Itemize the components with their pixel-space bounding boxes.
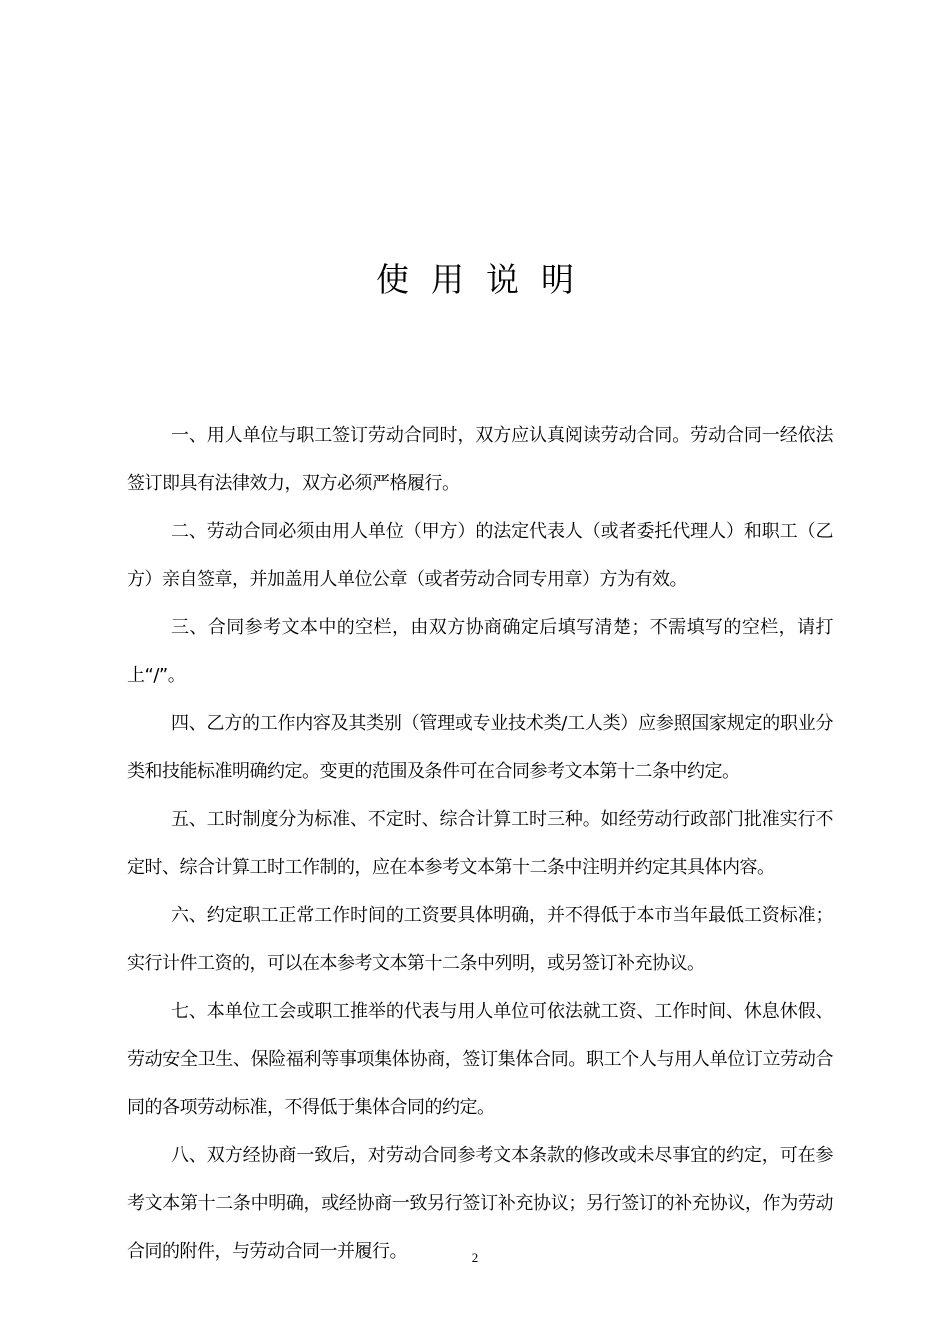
instruction-paragraph-4: 四、乙方的工作内容及其类别（管理或专业技术类/工人类）应参照国家规定的职业分类和技能标准明确约定。变更的范围及条件可在合同参考文本第十二条中约定。 (127, 713, 833, 782)
instruction-paragraph-2: 二、劳动合同必须由用人单位（甲方）的法定代表人（或者委托代理人）和职工（乙方）亲自签章，并加盖用人单位公章（或者劳动合同专用章）方为有效。 (127, 521, 833, 590)
instruction-paragraph-6: 六、约定职工正常工作时间的工资要具体明确，并不得低于本市当年最低工资标准；实行计件工资的，可以在本参考文本第十二条中列明，或另签订补充协议。 (127, 905, 833, 974)
instruction-paragraph-3: 三、合同参考文本中的空栏，由双方协商确定后填写清楚；不需填写的空栏，请打上“/”。 (127, 617, 833, 686)
page-title: 使用说明 (376, 260, 596, 299)
instructions-body (127, 412, 833, 1276)
instruction-paragraph-7: 七、本单位工会或职工推举的代表与用人单位可依法就工资、工作时间、休息休假、劳动安全卫生、保险福利等事项集体协商，签订集体合同。职工个人与用人单位订立劳动合同的各项劳动标准，不得低于集体合同的约定。 (127, 1001, 833, 1118)
page-number: 2 (471, 1250, 479, 1265)
instruction-paragraph-5: 五、工时制度分为标准、不定时、综合计算工时三种。如经劳动行政部门批准实行不定时、综合计算工时工作制的，应在本参考文本第十二条中注明并约定其具体内容。 (127, 809, 833, 878)
instruction-paragraph-8: 八、双方经协商一致后，对劳动合同参考文本条款的修改或未尽事宜的约定，可在参考文本第十二条中明确，或经协商一致另行签订补充协议；另行签订的补充协议，作为劳动合同的附件，与劳动合同一并履行。 (127, 1145, 833, 1262)
instruction-paragraph-1: 一、用人单位与职工签订劳动合同时，双方应认真阅读劳动合同。劳动合同一经依法签订即具有法律效力，双方必须严格履行。 (127, 425, 833, 494)
